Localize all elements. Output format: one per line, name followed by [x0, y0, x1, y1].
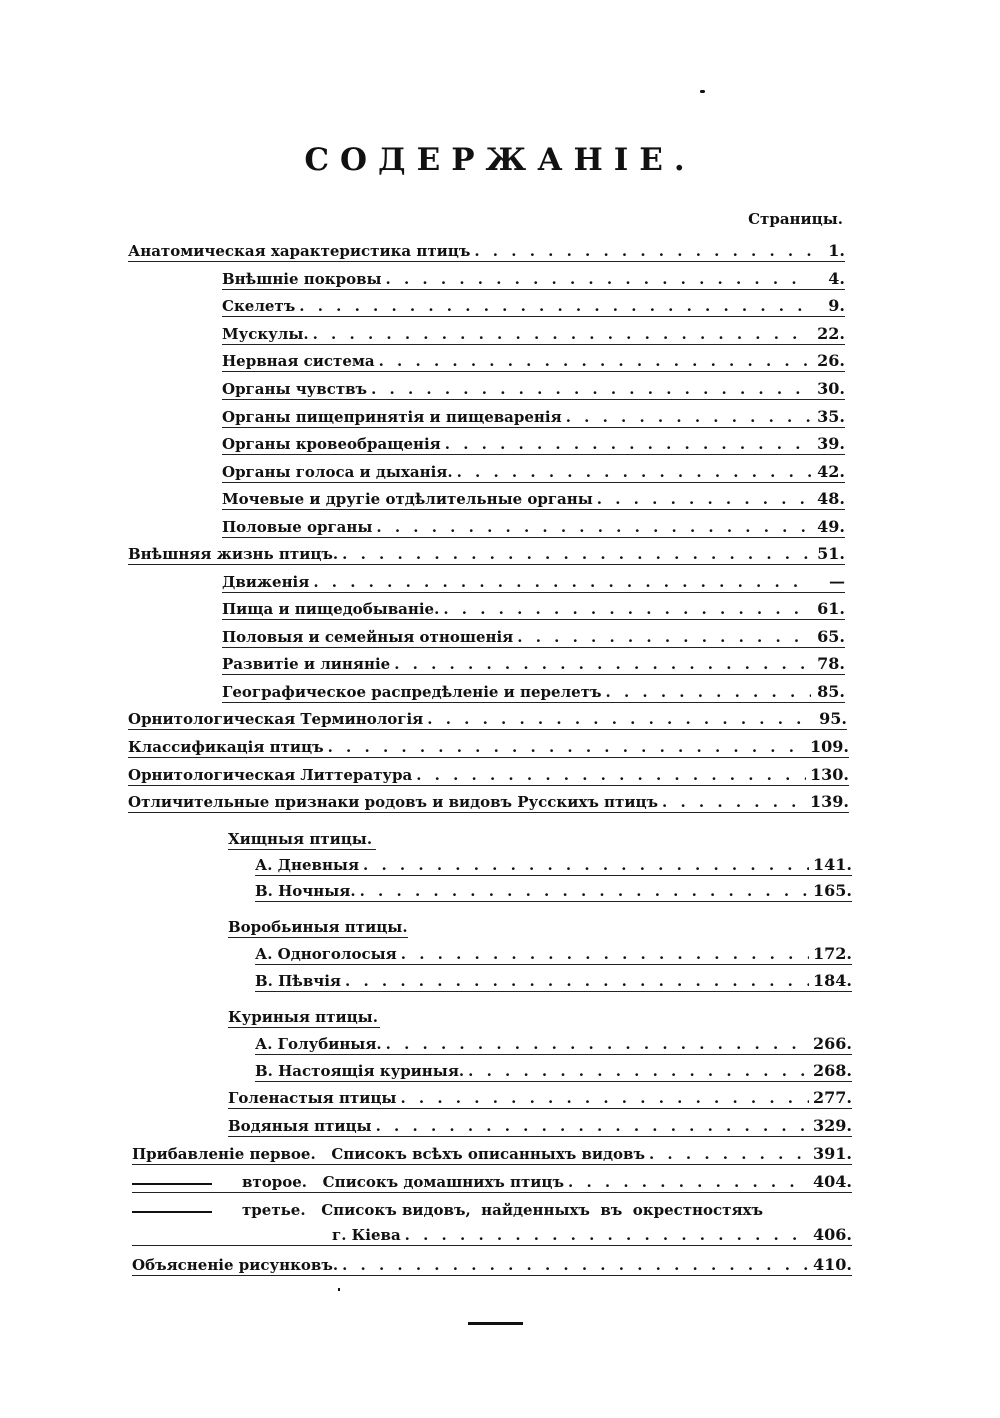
leader-dots: [376, 1117, 809, 1135]
toc-entry[interactable]: [222, 514, 845, 538]
toc-entry-page: 391.: [813, 1144, 852, 1163]
toc-entry[interactable]: [128, 789, 849, 813]
leader-dots: [313, 573, 811, 591]
leader-dots: [445, 435, 811, 453]
toc-entry[interactable]: [128, 238, 845, 262]
toc-entry-label: Органы кровеобращенія: [222, 435, 441, 453]
toc-entry-page: 406.: [813, 1225, 852, 1244]
toc-entry-page: 404.: [813, 1172, 852, 1191]
toc-entry-label: Нервная система: [222, 352, 375, 370]
toc-entry-label: г. Кіева: [332, 1226, 401, 1244]
leader-dots: [662, 793, 806, 811]
toc-entry-label: Голенастыя птицы: [228, 1089, 397, 1107]
toc-entry-label: Органы голоса и дыханія.: [222, 463, 453, 481]
leader-dots: [606, 683, 812, 701]
toc-group-heading[interactable]: [228, 1004, 380, 1028]
toc-entry[interactable]: [255, 968, 852, 992]
page-title: СОДЕРЖАНІЕ.: [304, 142, 696, 178]
toc-entry-label: Водяныя птицы: [228, 1117, 372, 1135]
toc-entry-label: В. Пѣвчія: [255, 972, 342, 990]
toc-entry-page: 48.: [817, 489, 845, 508]
toc-entry-label: Анатомическая характеристика птицъ: [128, 242, 471, 260]
toc-entry-page: 42.: [817, 462, 845, 481]
toc-entry-page: 85.: [817, 682, 845, 701]
leader-dots: [360, 882, 809, 900]
toc-entry[interactable]: [132, 1196, 852, 1220]
toc-entry-page: 39.: [817, 434, 845, 453]
toc-entry[interactable]: [222, 293, 845, 317]
toc-entry-label: Половые органы: [222, 518, 373, 536]
toc-entry-page: 139.: [810, 792, 849, 811]
toc-entry[interactable]: [132, 1169, 852, 1193]
toc-entry-page: 61.: [817, 599, 845, 618]
toc-entry-label: Объясненіе рисунковъ.: [132, 1256, 339, 1274]
leader-dots: [342, 1256, 809, 1274]
toc-entry-continuation[interactable]: [132, 1222, 852, 1246]
toc-entry-page: 30.: [817, 379, 845, 398]
leader-dots: [405, 1226, 809, 1244]
toc-entry-page: 130.: [810, 765, 849, 784]
leader-dots: [401, 945, 809, 963]
toc-entry-label: Классификація птицъ: [128, 738, 324, 756]
leader-dots: [363, 856, 809, 874]
toc-entry-label: Половыя и семейныя отношенія: [222, 628, 514, 646]
leader-dots: [468, 1062, 809, 1080]
toc-entry[interactable]: [222, 569, 845, 593]
toc-entry-label: третье. Списокъ видовъ, найденныхъ въ окрестностяхъ: [242, 1201, 763, 1219]
toc-entry-label: Внѣшняя жизнь птицъ.: [128, 545, 339, 563]
toc-entry-label: Орнитологическая Литтература: [128, 766, 413, 784]
leader-dots: [386, 270, 811, 288]
leader-dots: [313, 325, 811, 343]
toc-entry-label: Органы пищепринятія и пищеваренія: [222, 408, 562, 426]
toc-entry-label: Скелетъ: [222, 297, 296, 315]
toc-entry-page: 141.: [813, 855, 852, 874]
toc-entry-page: 184.: [813, 971, 852, 990]
toc-entry[interactable]: [222, 651, 845, 675]
toc-entry-page: 49.: [817, 517, 845, 536]
toc-entry[interactable]: [132, 1141, 852, 1165]
toc-entry[interactable]: [222, 376, 845, 400]
toc-entry[interactable]: [128, 762, 849, 786]
toc-entry[interactable]: [222, 486, 845, 510]
toc-entry-label: А. Одноголосыя: [255, 945, 397, 963]
toc-entry[interactable]: [222, 624, 845, 648]
toc-entry[interactable]: [222, 431, 845, 455]
toc-entry-page: 268.: [813, 1061, 852, 1080]
ink-speck: [338, 1288, 340, 1291]
toc-entry-page: 266.: [813, 1034, 852, 1053]
ditto-dash: [132, 1183, 212, 1185]
toc-entry-page: 9.: [828, 296, 845, 315]
toc-group-label: Воробьиныя птицы.: [228, 918, 408, 936]
toc-entry[interactable]: [255, 852, 852, 876]
toc-entry[interactable]: [128, 706, 847, 730]
toc-group-label: Куриныя птицы.: [228, 1008, 378, 1026]
toc-entry[interactable]: [255, 1058, 852, 1082]
toc-entry[interactable]: [132, 1252, 852, 1276]
toc-entry[interactable]: [228, 1085, 852, 1109]
leader-dots: [474, 242, 811, 260]
toc-entry-label: Мочевые и другіе отдѣлительные органы: [222, 490, 593, 508]
toc-entry[interactable]: [222, 266, 845, 290]
toc-entry[interactable]: [228, 1113, 852, 1137]
toc-entry-label: А. Голубиныя.: [255, 1035, 382, 1053]
leader-dots: [597, 490, 811, 508]
toc-entry[interactable]: [128, 541, 845, 565]
leader-dots: [342, 545, 811, 563]
toc-entry-label: второе. Списокъ домашнихъ птицъ: [242, 1173, 565, 1191]
toc-group-heading[interactable]: [228, 826, 376, 850]
leader-dots: [379, 352, 811, 370]
toc-entry[interactable]: [128, 734, 849, 758]
toc-entry-label: Прибавленіе первое. Списокъ всѣхъ описанныхъ видовъ: [132, 1145, 645, 1163]
leader-dots: [568, 1173, 809, 1191]
closing-rule: [468, 1322, 523, 1325]
toc-entry[interactable]: [222, 679, 845, 703]
leader-dots: [443, 600, 811, 618]
toc-entry-page: 277.: [813, 1088, 852, 1107]
toc-entry-label: Отличительные признаки родовъ и видовъ Русскихъ птицъ: [128, 793, 659, 811]
toc-entry-label: А. Дневныя: [255, 856, 360, 874]
toc-entry-label: В. Настоящія куриныя.: [255, 1062, 465, 1080]
toc-entry-label: Органы чувствъ: [222, 380, 368, 398]
toc-entry-label: Мускулы.: [222, 325, 309, 343]
toc-entry-page: 410.: [813, 1255, 852, 1274]
leader-dots: [649, 1145, 809, 1163]
leader-dots: [416, 766, 806, 784]
toc-entry-label: Внѣшніе покровы: [222, 270, 382, 288]
toc-entry[interactable]: [255, 878, 852, 902]
toc-entry-page: 172.: [813, 944, 852, 963]
toc-entry[interactable]: [222, 459, 845, 483]
leader-dots: [376, 518, 811, 536]
toc-entry[interactable]: [222, 404, 845, 428]
leader-dots: [371, 380, 811, 398]
leader-dots: [394, 655, 811, 673]
leader-dots: [386, 1035, 809, 1053]
pages-column-header: Страницы.: [748, 210, 843, 228]
toc-entry-label: Развитіе и линяніе: [222, 655, 391, 673]
leader-dots: [457, 463, 811, 481]
toc-entry-label: Движенія: [222, 573, 310, 591]
leader-dots: [427, 710, 813, 728]
toc-group-label: Хищныя птицы.: [228, 830, 373, 848]
toc-entry-page: 35.: [817, 407, 845, 426]
leader-dots: [517, 628, 811, 646]
leader-dots: [400, 1089, 809, 1107]
toc-entry-page: 109.: [810, 737, 849, 756]
toc-entry-page: 26.: [817, 351, 845, 370]
ditto-dash: [132, 1211, 212, 1213]
toc-entry-page: 1.: [828, 241, 845, 260]
toc-entry-page: 51.: [817, 544, 845, 563]
toc-group-heading[interactable]: [228, 914, 408, 938]
toc-entry-page: 78.: [817, 654, 845, 673]
toc-entry-page: 165.: [813, 881, 852, 900]
toc-entry-page: 22.: [817, 324, 845, 343]
leader-dots: [345, 972, 809, 990]
toc-entry-label: Географическое распредѣленіе и перелетъ: [222, 683, 602, 701]
toc-entry-page: 329.: [813, 1116, 852, 1135]
toc-entry-page: 65.: [817, 627, 845, 646]
toc-entry-page: 95.: [819, 709, 847, 728]
toc-entry[interactable]: [255, 1031, 852, 1055]
toc-entry[interactable]: [255, 941, 852, 965]
toc-entry-page: —: [829, 572, 845, 591]
toc-entry-label: Орнитологическая Терминологія: [128, 710, 424, 728]
toc-entry[interactable]: [222, 596, 845, 620]
leader-dots: [299, 297, 811, 315]
toc-entry-label: Пища и пищедобываніе.: [222, 600, 440, 618]
leader-dots: [566, 408, 811, 426]
toc-entry-page: 4.: [828, 269, 845, 288]
toc-entry[interactable]: [222, 321, 845, 345]
toc-entry[interactable]: [222, 348, 845, 372]
toc-entry-label: В. Ночныя.: [255, 882, 356, 900]
leader-dots: [328, 738, 806, 756]
